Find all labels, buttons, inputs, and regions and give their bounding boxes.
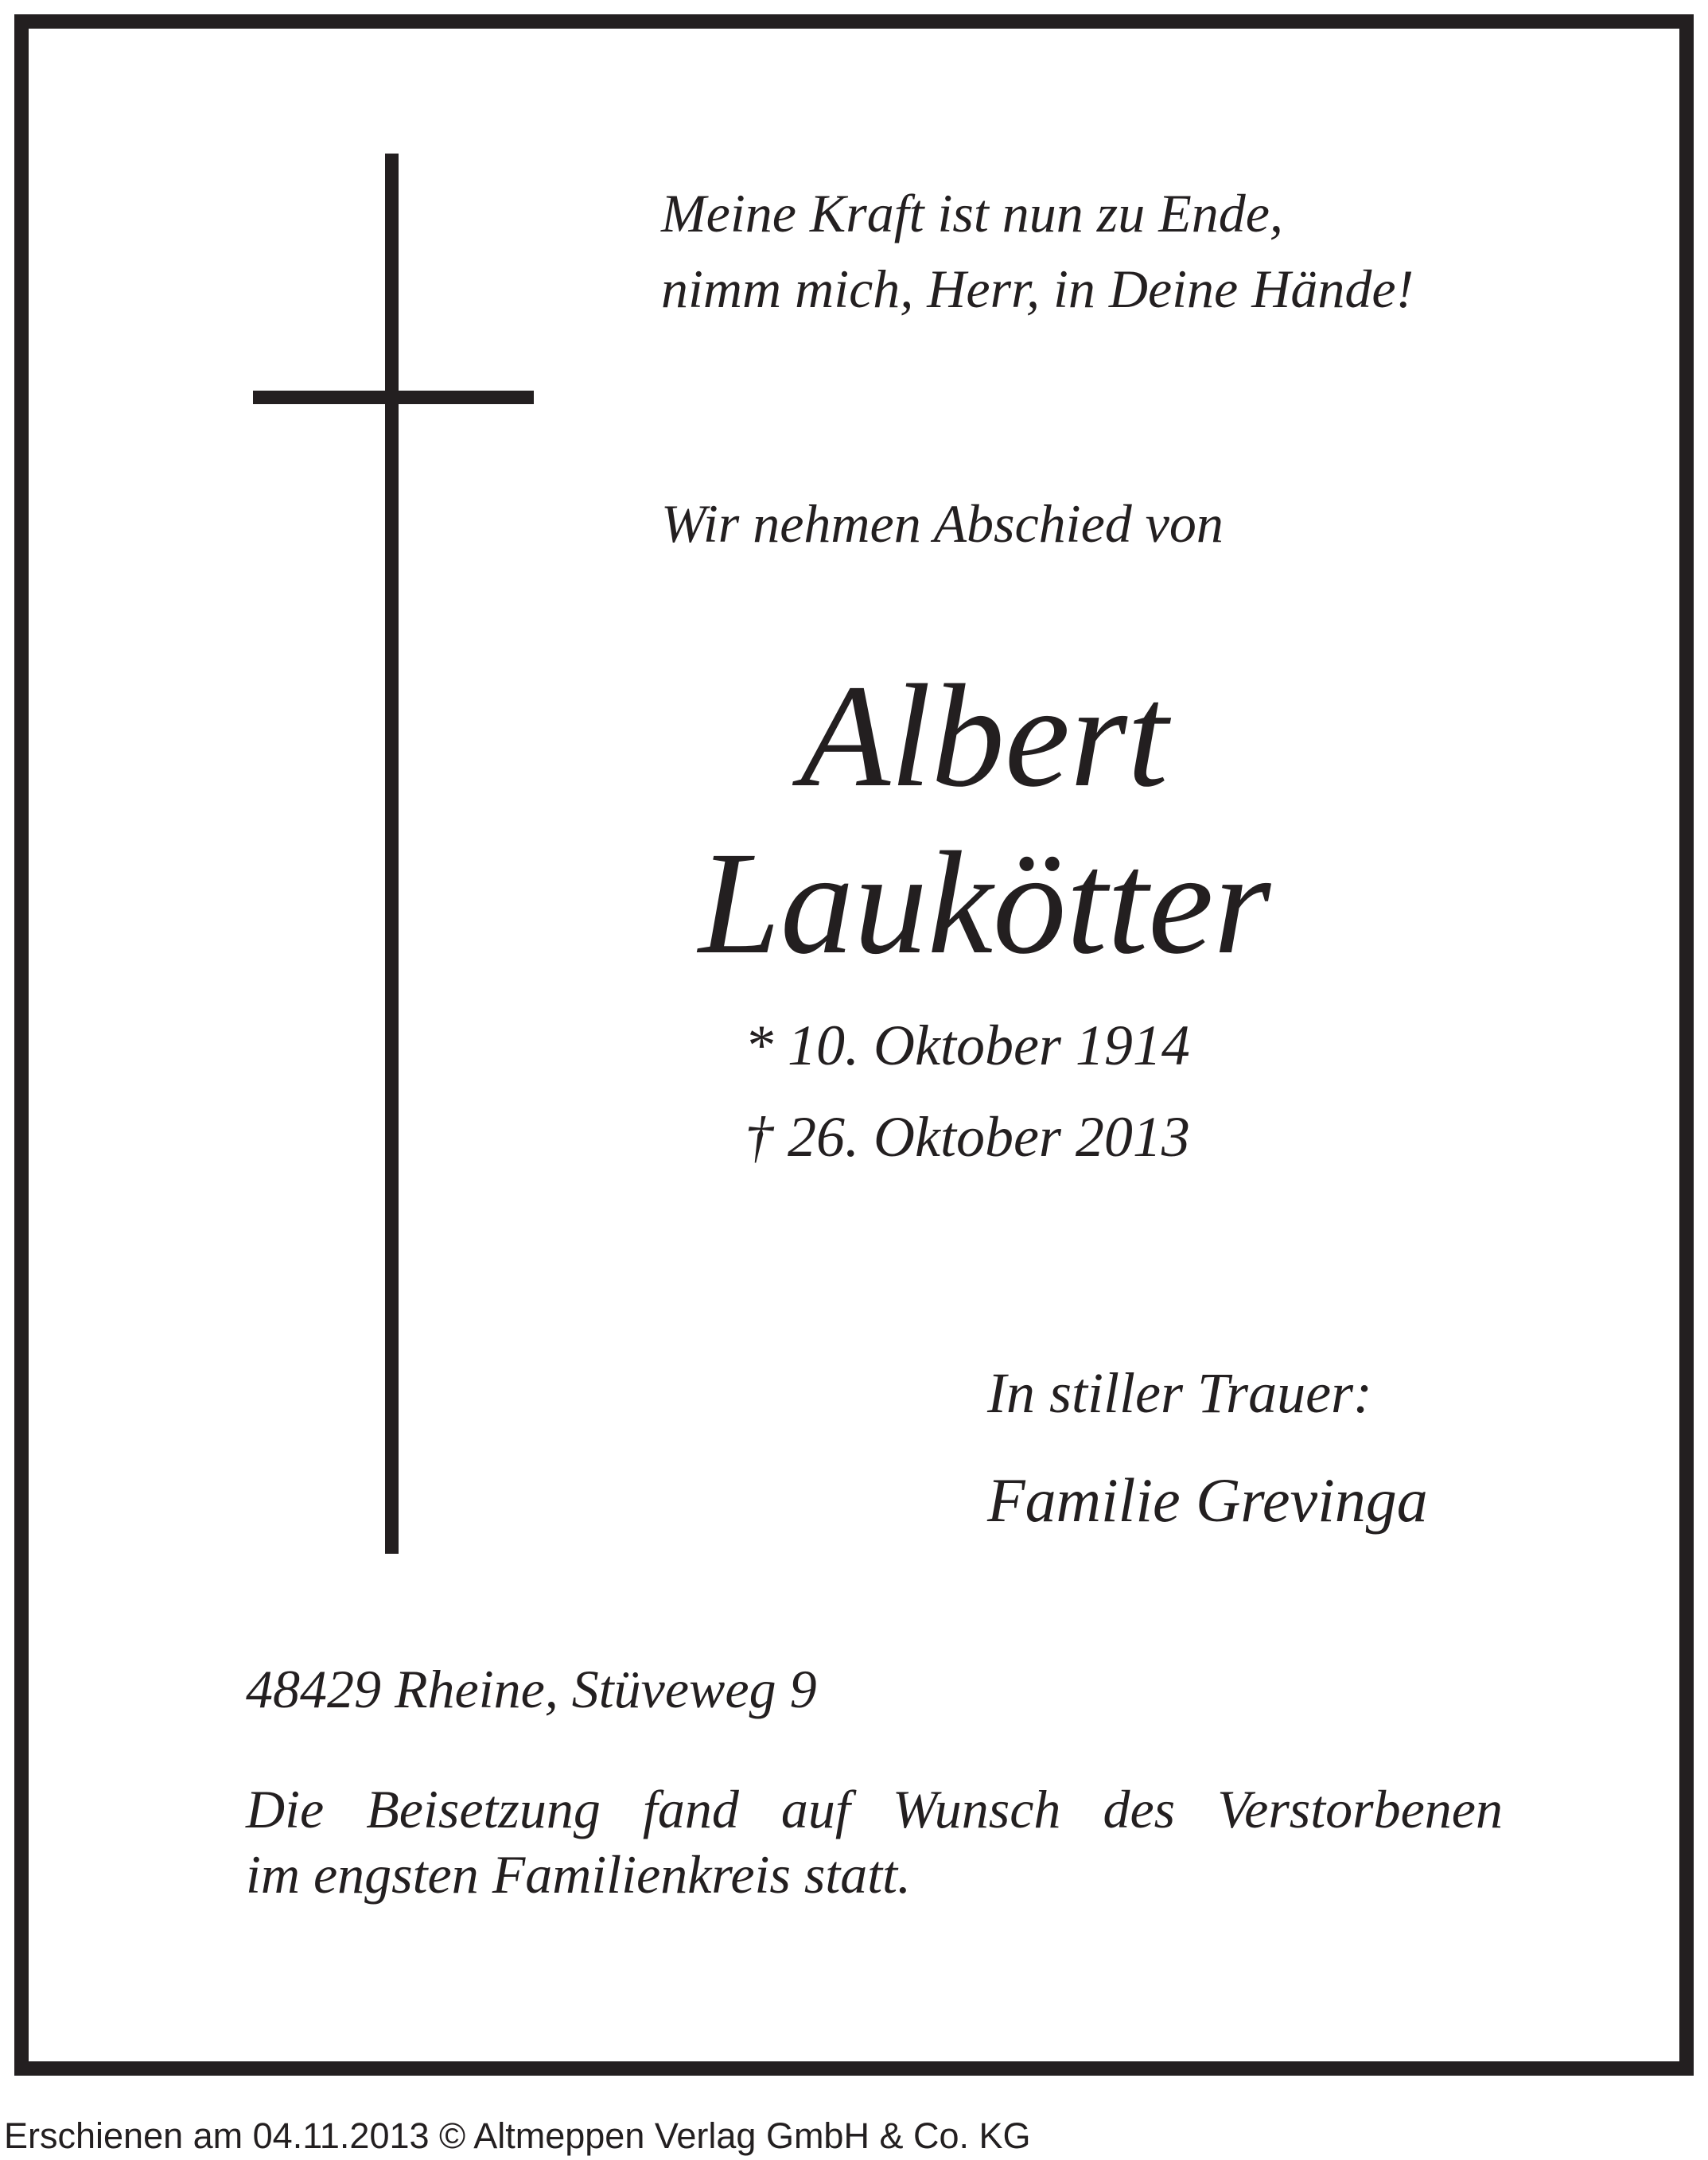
publication-credit: Erschienen am 04.11.2013 © Altmeppen Verlag GmbH & Co. KG (4, 2115, 1031, 2156)
burial-note (246, 1777, 1503, 1907)
cross-horizontal-beam (253, 391, 534, 404)
cross-vertical-beam (385, 154, 399, 1554)
mourners-name: Familie Grevinga (987, 1465, 1428, 1535)
mourner-address: 48429 Rheine, Stüveweg 9 (246, 1659, 817, 1719)
deceased-last-name: Laukötter (698, 822, 1271, 985)
deceased-first-name: Albert (800, 655, 1169, 818)
mourning-label: In stiller Trauer: (987, 1361, 1373, 1425)
farewell-intro: Wir nehmen Abschied von (661, 493, 1224, 554)
burial-note-line-1: Die Beisetzung fand auf Wunsch des Verstorbenen (246, 1779, 1503, 1839)
memorial-verse (661, 176, 1414, 327)
verse-line-2: nimm mich, Herr, in Deine Hände! (661, 259, 1414, 319)
verse-line-1: Meine Kraft ist nun zu Ende, (661, 183, 1283, 243)
burial-note-line-2: im engsten Familienkreis statt. (246, 1844, 912, 1905)
obituary-notice-frame (14, 14, 1694, 2076)
death-date: † 26. Oktober 2013 (745, 1105, 1190, 1169)
birth-date: * 10. Oktober 1914 (745, 1014, 1190, 1077)
